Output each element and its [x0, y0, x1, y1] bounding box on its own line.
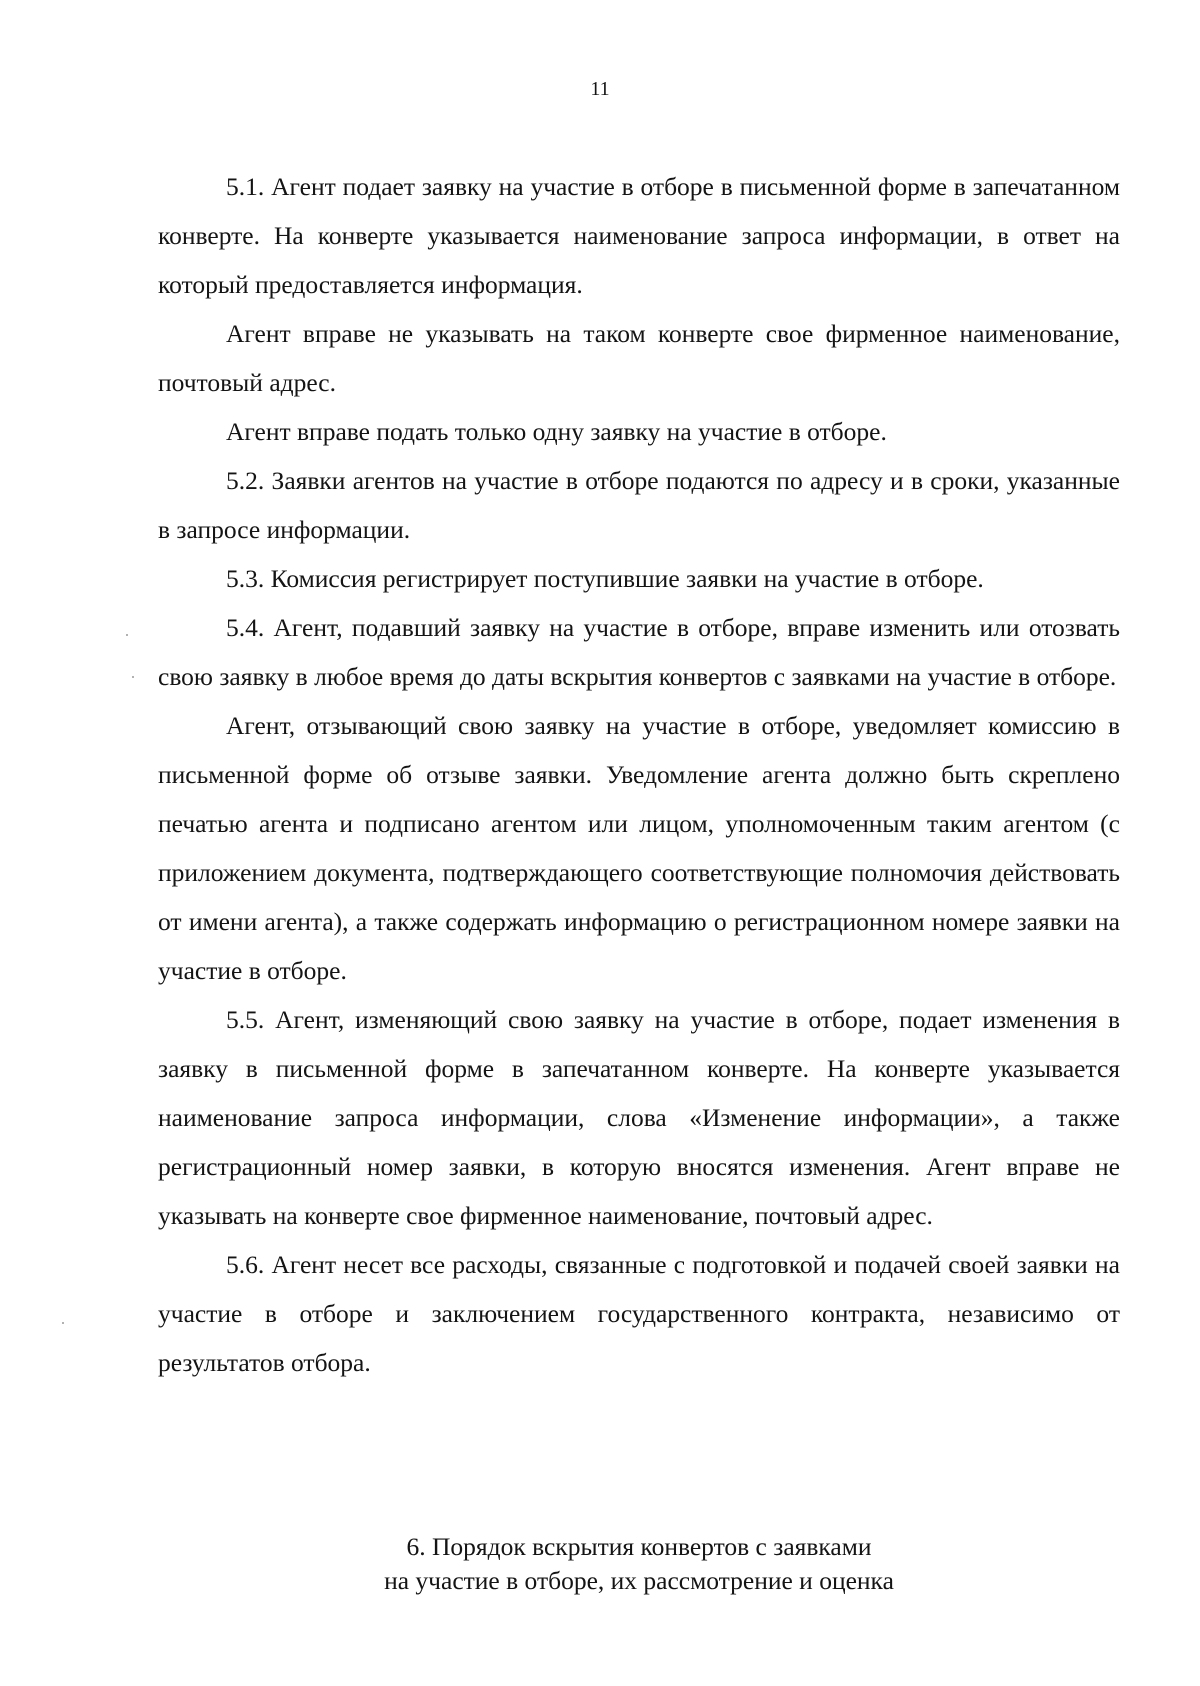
paragraph-single-application: Агент вправе подать только одну заявку на участие в отборе.: [226, 417, 887, 446]
paragraph-withdrawal-notice: Агент, отзывающий свою заявку на участие в отборе, уведомляет комиссию в письменной форме об отзыве заявки. Уведомление агента должно быть скреплено печатью агента и подписано агентом или лицом, уполномоченным таким агентом (с приложением документа, подтверждающего соответствующие полномочия действовать от имени агента), а также содержать информацию о регистрационном номере заявки на участие в отборе.: [158, 711, 1120, 985]
paragraph-5-5: 5.5. Агент, изменяющий свою заявку на участие в отборе, подает изменения в заявку в письменной форме в запечатанном конверте. На конверте указывается наименование запроса информации, слова «Изменение информации», а также регистрационный номер заявки, в которую вносятся изменения. Агент вправе не указывать на конверте свое фирменное наименование, почтовый адрес.: [158, 1005, 1120, 1230]
paragraph-5-2: 5.2. Заявки агентов на участие в отборе подаются по адресу и в сроки, указанные в запросе информации.: [158, 466, 1120, 544]
section-heading-line-1: 6. Порядок вскрытия конвертов с заявками: [406, 1532, 872, 1561]
paragraph-5-6: 5.6. Агент несет все расходы, связанные с подготовкой и подачей своей заявки на участие в отборе и заключением государственного контракта, независимо от результатов отбора.: [158, 1250, 1120, 1377]
section-heading: [158, 1530, 1120, 1598]
scan-speck: [132, 676, 134, 678]
scan-speck: [62, 1322, 64, 1324]
document-body: [158, 162, 1120, 1387]
scan-speck: [126, 634, 128, 636]
paragraph-5-4: 5.4. Агент, подавший заявку на участие в отборе, вправе изменить или отозвать свою заявку в любое время до даты вскрытия конвертов с заявками на участие в отборе.: [158, 613, 1120, 691]
page-number: 11: [590, 78, 610, 100]
section-heading-line-2: на участие в отборе, их рассмотрение и оценка: [384, 1566, 894, 1595]
paragraph-5-3: 5.3. Комиссия регистрирует поступившие заявки на участие в отборе.: [226, 564, 984, 593]
paragraph-envelope-name: Агент вправе не указывать на таком конверте свое фирменное наименование, почтовый адрес.: [158, 319, 1120, 397]
paragraph-5-1: 5.1. Агент подает заявку на участие в отборе в письменной форме в запечатанном конверте. На конверте указывается наименование запроса информации, в ответ на который предоставляется информация.: [158, 172, 1120, 299]
